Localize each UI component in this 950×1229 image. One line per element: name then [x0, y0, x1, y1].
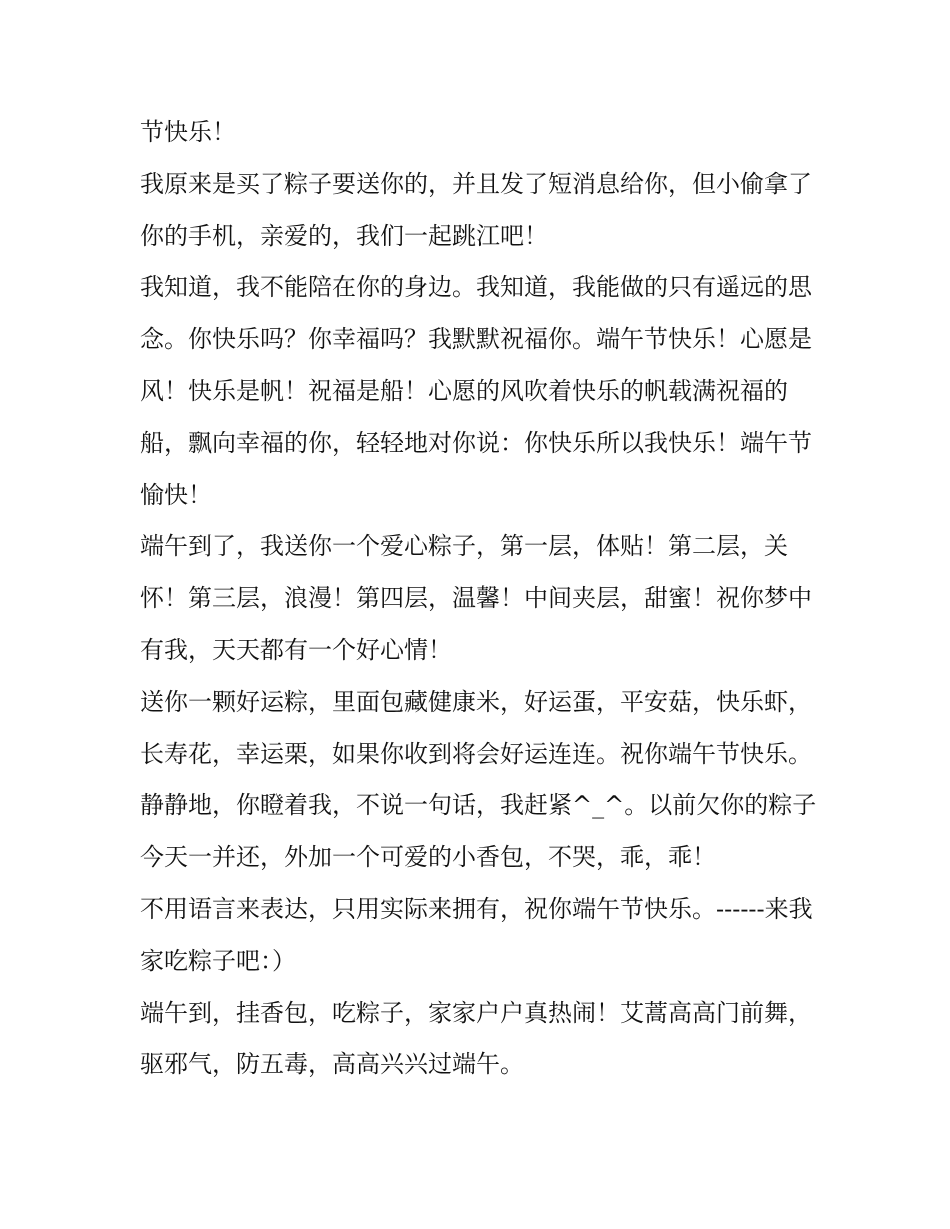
paragraph-2: 我原来是买了粽子要送你的，并且发了短消息给你，但小偷拿了你的手机，亲爱的，我们一起跳江吧！: [140, 169, 812, 250]
paragraph-3: 我知道，我不能陪在你的身边。我知道，我能做的只有遥远的思念。你快乐吗？你幸福吗？我默默祝福你。端午节快乐！心愿是风！快乐是帆！祝福是船！心愿的风吹着快乐的帆载满祝福的船，飘向幸福的你，轻轻地对你说：你快乐所以我快乐！端午节愉快！: [140, 273, 812, 509]
paragraph-6: 静静地，你瞪着我，不说一句话，我赶紧^_^。以前欠你的粽子今天一并还，外加一个可爱的小香包，不哭，乖，乖！: [140, 791, 817, 872]
paragraph-8: 端午到，挂香包，吃粽子，家家户户真热闹！艾蒿高高门前舞，驱邪气，防五毒，高高兴兴过端午。: [140, 998, 812, 1079]
paragraph-1: 节快乐！: [140, 118, 236, 146]
paragraph-5: 送你一颗好运粽，里面包藏健康米，好运蛋，平安菇，快乐虾，长寿花，幸运栗，如果你收到将会好运连连。祝你端午节快乐。: [140, 687, 812, 768]
paragraph-7: 不用语言来表达，只用实际来拥有，祝你端午节快乐。------来我家吃粽子吧：）: [140, 894, 813, 975]
paragraph-4: 端午到了，我送你一个爱心粽子，第一层，体贴！第二层，关怀！第三层，浪漫！第四层，温馨！中间夹层，甜蜜！祝你梦中有我，天天都有一个好心情！: [140, 532, 812, 664]
document-body: [140, 107, 820, 1091]
